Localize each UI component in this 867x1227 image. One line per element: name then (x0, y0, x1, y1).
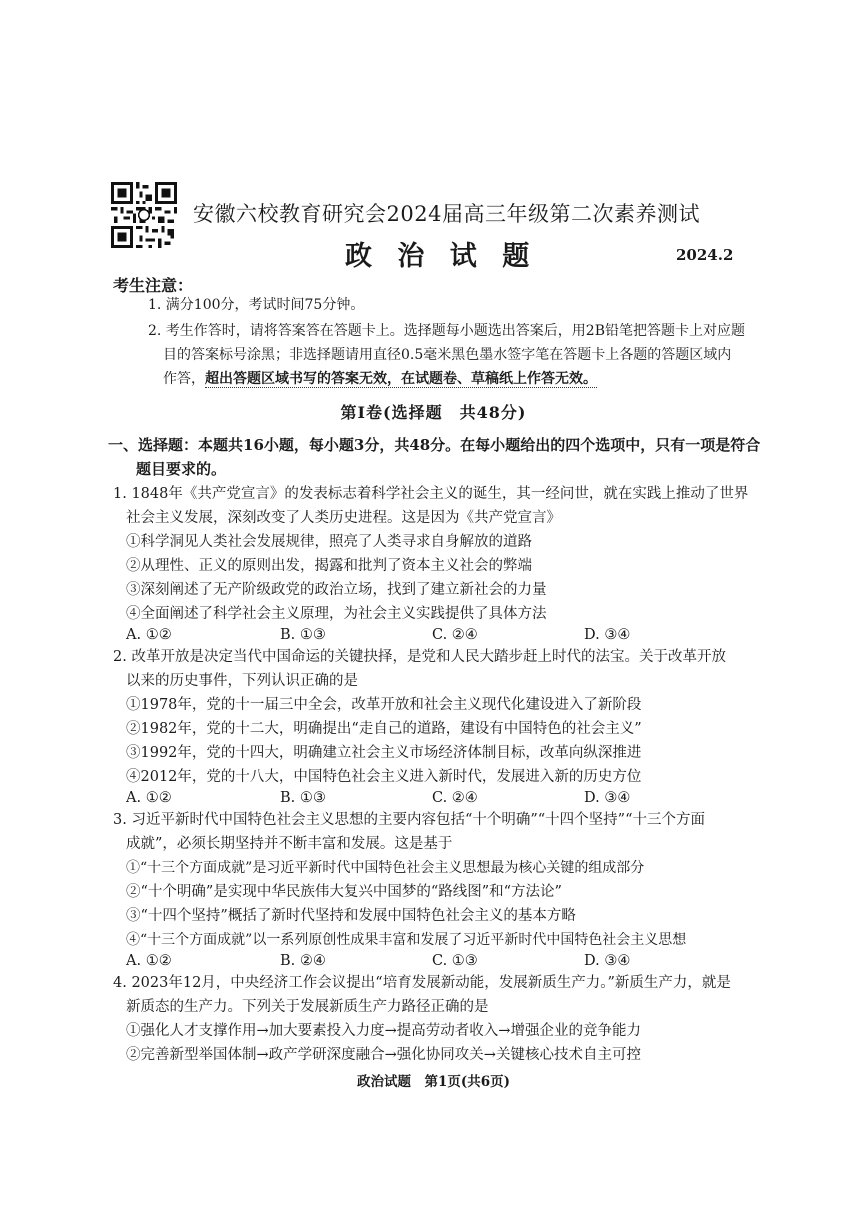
question-stem: 4. 2023年12月，中央经济工作会议提出“培育发展新动能，发展新质生产力。”新质生产力，就是 (113, 975, 731, 991)
page-footer: 政治试题 第1页(共6页) (356, 1074, 511, 1090)
statement: ③深刻阐述了无产阶级政党的政治立场，找到了建立新社会的力量 (126, 582, 547, 598)
exam-date: 2024.2 (676, 246, 734, 264)
question-stem: 成就”，必须长期坚持并不断丰富和发展。这是基于 (126, 836, 453, 852)
statement: ③1992年，党的十四大，明确建立社会主义市场经济体制目标，改革向纵深推进 (126, 745, 642, 761)
question-stem: 1. 1848年《共产党宣言》的发表标志着科学社会主义的诞生，其一经问世，就在实践上推动了世界 (113, 486, 749, 502)
option-a: A. ①② (126, 953, 172, 969)
option-c: C. ②④ (432, 627, 478, 643)
statement: ②从理性、正义的原则出发，揭露和批判了资本主义社会的弊端 (126, 558, 532, 574)
option-d: D. ③④ (584, 627, 631, 643)
notice-item-2-line-2: 目的答案标号涂黑；非选择题请用直径0.5毫米黑色墨水签字笔在答题卡上各题的答题区域内 (163, 347, 732, 363)
qr-code (110, 182, 178, 248)
statement: ①强化人才支撑作用→加大要素投入力度→提高劳动者收入→增强企业的竞争能力 (126, 1023, 641, 1039)
notice-emphasis: 超出答题区域书写的答案无效，在试题卷、草稿纸上作答无效。 (205, 371, 597, 387)
notice-text: 作答， (163, 371, 205, 387)
question-stem: 新质态的生产力。下列关于发展新质生产力路径正确的是 (126, 999, 489, 1015)
statement: ②1982年，党的十二大，明确提出“走自己的道路，建设有中国特色的社会主义” (126, 721, 642, 737)
statement: ①1978年，党的十一届三中全会，改革开放和社会主义现代化建设进入了新阶段 (126, 697, 642, 713)
statement: ②“十个明确”是实现中华民族伟大复兴中国梦的“路线图”和“方法论” (126, 884, 562, 900)
statement: ①“十三个方面成就”是习近平新时代中国特色社会主义思想最为核心关键的组成部分 (126, 860, 645, 876)
part-intro-line-2: 题目要求的。 (136, 460, 227, 478)
section-title: 第Ⅰ卷(选择题 共48分) (340, 403, 527, 422)
question-stem: 3. 习近平新时代中国特色社会主义思想的主要内容包括“十个明确”“十四个坚持”“十三个方面 (113, 812, 706, 828)
statement: ②完善新型举国体制→政产学研深度融合→强化协同攻关→关键核心技术自主可控 (126, 1047, 641, 1063)
option-c: C. ①③ (432, 953, 478, 969)
option-a: A. ①② (126, 627, 172, 643)
option-a: A. ①② (126, 790, 172, 806)
subject-title: 政 治 试 题 (345, 241, 538, 272)
notice-item-2-line-3 (163, 368, 597, 390)
question-stem: 以来的历史事件，下列认识正确的是 (126, 673, 358, 689)
notice-item-2-line-1: 2. 考生作答时，请将答案答在答题卡上。选择题每小题选出答案后，用2B铅笔把答题卡上对应题 (148, 323, 746, 339)
question-stem: 2. 改革开放是决定当代中国命运的关键抉择，是党和人民大踏步赶上时代的法宝。关于改革开放 (113, 649, 726, 665)
part-intro-line-1: 一、选择题：本题共16小题，每小题3分，共48分。在每小题给出的四个选项中，只有一项是符合 (108, 436, 761, 454)
exam-title: 安徽六校教育研究会2024届高三年级第二次素养测试 (193, 202, 700, 226)
notice-item-1: 1. 满分100分，考试时间75分钟。 (148, 297, 365, 313)
notice-heading: 考生注意： (113, 276, 194, 295)
statement: ④全面阐述了科学社会主义原理，为社会主义实践提供了具体方法 (126, 606, 547, 622)
statement: ①科学洞见人类社会发展规律，照亮了人类寻求自身解放的道路 (126, 534, 532, 550)
option-b: B. ①③ (280, 627, 326, 643)
statement: ④“十三个方面成就”以一系列原创性成果丰富和发展了习近平新时代中国特色社会主义思想 (126, 932, 687, 948)
statement: ③“十四个坚持”概括了新时代坚持和发展中国特色社会主义的基本方略 (126, 908, 576, 924)
option-b: B. ②④ (280, 953, 326, 969)
option-b: B. ①③ (280, 790, 326, 806)
option-c: C. ②④ (432, 790, 478, 806)
question-stem: 社会主义发展，深刻改变了人类历史进程。这是因为《共产党宣言》 (126, 510, 561, 526)
option-d: D. ③④ (584, 953, 631, 969)
statement: ④2012年，党的十八大，中国特色社会主义进入新时代，发展进入新的历史方位 (126, 769, 642, 785)
option-d: D. ③④ (584, 790, 631, 806)
